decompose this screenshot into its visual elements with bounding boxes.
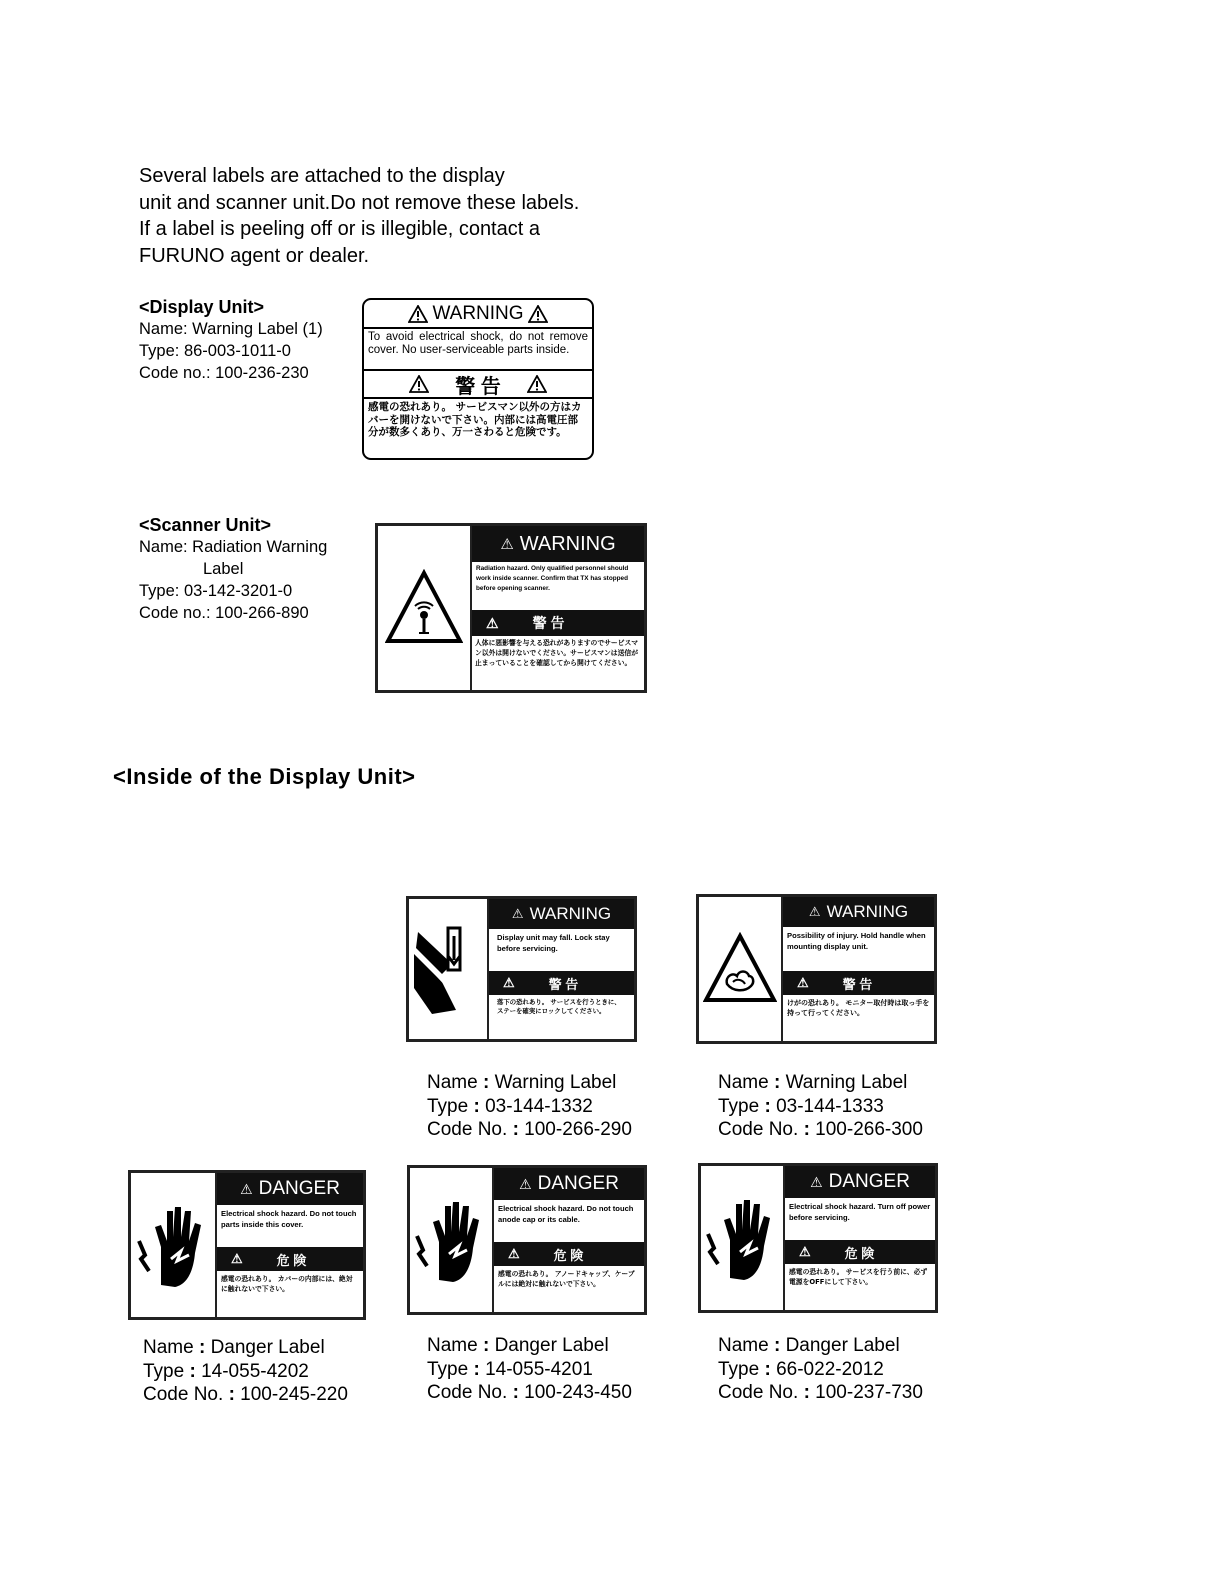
hand-injury-triangle-icon: [703, 932, 777, 1006]
danger-mark-icon: ⚠: [810, 1173, 823, 1190]
label-jp-header: [364, 371, 592, 399]
label-jp-header: [785, 1240, 935, 1264]
label-name-line: [143, 1336, 348, 1360]
inside-warning-label-2: [696, 894, 937, 1044]
sep: :: [228, 1384, 235, 1405]
sep: :: [482, 1335, 490, 1356]
label-jp-text: 感電の恐れあり。 サービスマン以外の方はカバーを開けないで下さい。内部には高電圧部分が数多くあり、万一さわると危険です。: [368, 401, 582, 438]
label-name-line: [427, 1071, 632, 1095]
label-jp-header: [217, 1247, 363, 1271]
name-key: Name: [718, 1335, 769, 1356]
type-value: 66-022-2012: [776, 1358, 884, 1380]
inside-warning-label-1: [406, 896, 637, 1042]
label-header: [783, 897, 934, 927]
inside-label-1-info: [427, 1071, 632, 1142]
inside-danger-label-2: [407, 1165, 647, 1315]
label-pictogram: [699, 897, 783, 1041]
sep: :: [512, 1119, 519, 1140]
sep: :: [482, 1072, 490, 1093]
sep: :: [473, 1358, 480, 1380]
sep: :: [473, 1095, 480, 1117]
label-jp-header-text: 警 告: [455, 375, 501, 398]
name-key: Name: [427, 1335, 478, 1356]
shock-hand-icon: [135, 1197, 211, 1293]
warning-triangle-icon: [408, 305, 428, 323]
label-jp-header: [472, 610, 644, 636]
inside-label-5-info: [718, 1334, 923, 1405]
label-header: [494, 1168, 644, 1200]
label-header-text: WARNING: [519, 532, 616, 555]
intro-line: If a label is peeling off or is illegible, contact a: [139, 218, 540, 240]
name-key: Name: [427, 1072, 478, 1093]
type-key: Type: [427, 1095, 469, 1117]
sep: :: [803, 1382, 810, 1403]
danger-mark-icon: ⚠: [508, 1246, 520, 1261]
label-name-line: [427, 1334, 632, 1358]
warning-triangle-icon: [527, 375, 547, 393]
scanner-unit-name-cont: Label: [203, 560, 244, 578]
label-type-line: [427, 1358, 632, 1382]
display-unit-warning-label: [362, 298, 594, 460]
code-value: 100-245-220: [240, 1384, 348, 1405]
label-pictogram: [701, 1166, 785, 1310]
label-code-line: [718, 1381, 923, 1405]
label-jp-header-text: 警 告: [842, 976, 873, 992]
label-header-text: WARNING: [826, 902, 909, 921]
label-code-line: [427, 1381, 632, 1405]
label-en-text: Electrical shock hazard. Do not touch anode cap or its cable.: [498, 1204, 634, 1224]
intro-line: Several labels are attached to the display: [139, 165, 505, 187]
sep: :: [773, 1072, 781, 1093]
sep: :: [512, 1382, 519, 1403]
name-value: Warning Label: [785, 1072, 908, 1093]
label-pictogram: [409, 899, 489, 1039]
intro-line: unit and scanner unit.Do not remove these labels.: [139, 191, 580, 214]
label-type-line: [718, 1358, 923, 1382]
label-jp-header: [783, 971, 934, 995]
inside-label-2-info: [718, 1071, 923, 1142]
label-code-line: [427, 1118, 632, 1142]
intro-paragraph: [139, 163, 659, 269]
label-jp-header-text: 警 告: [532, 615, 565, 631]
sep: :: [803, 1119, 810, 1140]
display-unit-name: Name: Warning Label (1): [139, 320, 323, 338]
intro-line: FURUNO agent or dealer.: [139, 244, 370, 267]
label-type-line: [718, 1095, 923, 1119]
sep: :: [189, 1360, 196, 1382]
shock-hand-icon: [413, 1192, 489, 1288]
display-unit-title: <Display Unit>: [139, 297, 265, 317]
label-en-text: Electrical shock hazard. Do not touch parts inside this cover.: [221, 1209, 357, 1229]
code-value: 100-266-290: [524, 1119, 632, 1140]
label-header: [489, 899, 634, 929]
code-key: Code No.: [427, 1382, 508, 1403]
label-type-line: [143, 1360, 348, 1384]
sep: :: [198, 1337, 206, 1358]
inside-danger-label-3: [698, 1163, 938, 1313]
type-value: 14-055-4201: [485, 1358, 593, 1380]
label-header: [785, 1166, 935, 1198]
radiation-triangle-icon: [385, 569, 463, 647]
label-header-text: DANGER: [537, 1173, 619, 1194]
label-code-line: [143, 1383, 348, 1407]
scanner-unit-info: [139, 515, 327, 624]
inside-section-title: <Inside of the Display Unit>: [113, 764, 416, 789]
scanner-unit-title: <Scanner Unit>: [139, 515, 272, 535]
display-unit-info: [139, 297, 323, 384]
danger-mark-icon: ⚠: [519, 1175, 532, 1192]
name-value: Danger Label: [210, 1337, 325, 1358]
code-value: 100-243-450: [524, 1382, 632, 1403]
name-key: Name: [718, 1072, 769, 1093]
code-key: Code No.: [718, 1119, 799, 1140]
label-en-text: To avoid electrical shock, do not remove cover. No user-serviceable parts inside.: [364, 329, 592, 371]
scanner-unit-name: Name: Radiation Warning: [139, 538, 328, 556]
label-code-line: [718, 1118, 923, 1142]
label-pictogram: [410, 1168, 494, 1312]
type-key: Type: [718, 1358, 760, 1380]
danger-mark-icon: ⚠: [240, 1180, 253, 1197]
scanner-radiation-warning-label: [375, 523, 647, 693]
scanner-unit-type: Type: 03-142-3201-0: [139, 582, 293, 600]
type-value: 03-144-1332: [485, 1095, 593, 1117]
label-type-line: [427, 1095, 632, 1119]
sep: :: [773, 1335, 781, 1356]
label-jp-header-text: 警 告: [548, 976, 579, 992]
sep: :: [764, 1095, 771, 1117]
code-key: Code No.: [718, 1382, 799, 1403]
warning-triangle-icon: [409, 375, 429, 393]
label-header: [217, 1173, 363, 1205]
type-key: Type: [427, 1358, 469, 1380]
name-value: Danger Label: [494, 1335, 609, 1356]
scanner-unit-code: Code no.: 100-266-890: [139, 604, 309, 622]
display-unit-code: Code no.: 100-236-230: [139, 364, 309, 382]
label-en-text: Radiation hazard. Only qualified personnel should work inside scanner. Confirm that TX has stopped before opening scanner.: [476, 565, 629, 592]
label-jp-header-text: 危 険: [276, 1252, 307, 1268]
label-header: [364, 300, 592, 329]
warning-triangle-icon: [528, 305, 548, 323]
danger-mark-icon: ⚠: [231, 1251, 243, 1266]
warning-mark-icon: ⚠: [500, 536, 514, 553]
label-header-text: WARNING: [432, 302, 524, 324]
label-name-line: [718, 1334, 923, 1358]
code-key: Code No.: [427, 1119, 508, 1140]
label-pictogram: [131, 1173, 217, 1317]
label-pictogram: [378, 526, 472, 690]
code-value: 100-266-300: [815, 1119, 923, 1140]
name-value: Warning Label: [494, 1072, 617, 1093]
code-key: Code No.: [143, 1384, 224, 1405]
label-jp-text: 感電の恐れあり。 カバーの内部には、絶対に触れないで下さい。: [221, 1275, 353, 1293]
label-en-text: Display unit may fall. Lock stay before servicing.: [497, 933, 610, 953]
name-value: Danger Label: [785, 1335, 900, 1356]
label-header: [472, 526, 644, 562]
inside-danger-label-1: [128, 1170, 366, 1320]
label-name-line: [718, 1071, 923, 1095]
label-header-text: DANGER: [258, 1178, 340, 1199]
label-jp-text: 人体に悪影響を与える恐れがありますのでサービスマン以外は開けないでください。サービスマンは送信が止まっていることを確認してから開けてください。: [475, 639, 638, 667]
warning-mark-icon: ⚠: [797, 975, 809, 990]
name-key: Name: [143, 1337, 194, 1358]
label-en-text: Electrical shock hazard. Turn off power before servicing.: [789, 1202, 931, 1222]
danger-mark-icon: ⚠: [799, 1244, 811, 1259]
warning-mark-icon: ⚠: [486, 614, 499, 631]
label-header-text: WARNING: [529, 904, 612, 923]
type-value: 14-055-4202: [201, 1360, 309, 1382]
label-jp-header-text: 危 険: [844, 1245, 875, 1261]
type-key: Type: [718, 1095, 760, 1117]
inside-label-4-info: [427, 1334, 632, 1405]
type-value: 03-144-1333: [776, 1095, 884, 1117]
label-jp-text: けがの恐れあり。 モニター取付時は取っ手を持って行ってください。: [787, 999, 930, 1017]
display-unit-type: Type: 86-003-1011-0: [139, 342, 291, 360]
falling-unit-icon: [412, 914, 484, 1024]
label-jp-header: [489, 971, 634, 995]
type-key: Type: [143, 1360, 185, 1382]
label-jp-header: [494, 1242, 644, 1266]
label-jp-text: 感電の恐れあり。 アノードキャップ、ケーブルには絶対に触れないで下さい。: [498, 1270, 635, 1288]
label-jp-text: 落下の恐れあり。 サービスを行うときに、ステーを確実にロックしてください。: [497, 998, 621, 1015]
label-jp-header-text: 危 険: [553, 1247, 584, 1263]
sep: :: [764, 1358, 771, 1380]
label-en-text: Possibility of injury. Hold handle when mounting display unit.: [787, 931, 926, 951]
shock-hand-icon: [704, 1190, 780, 1286]
inside-label-3-info: [143, 1336, 348, 1407]
warning-mark-icon: ⚠: [503, 975, 515, 990]
code-value: 100-237-730: [815, 1382, 923, 1403]
label-jp-text: 感電の恐れあり。 サービスを行う前に、必ず電源をOFFにして下さい。: [789, 1268, 928, 1286]
label-header-text: DANGER: [828, 1171, 910, 1192]
warning-mark-icon: ⚠: [808, 904, 821, 919]
warning-mark-icon: ⚠: [511, 906, 524, 921]
